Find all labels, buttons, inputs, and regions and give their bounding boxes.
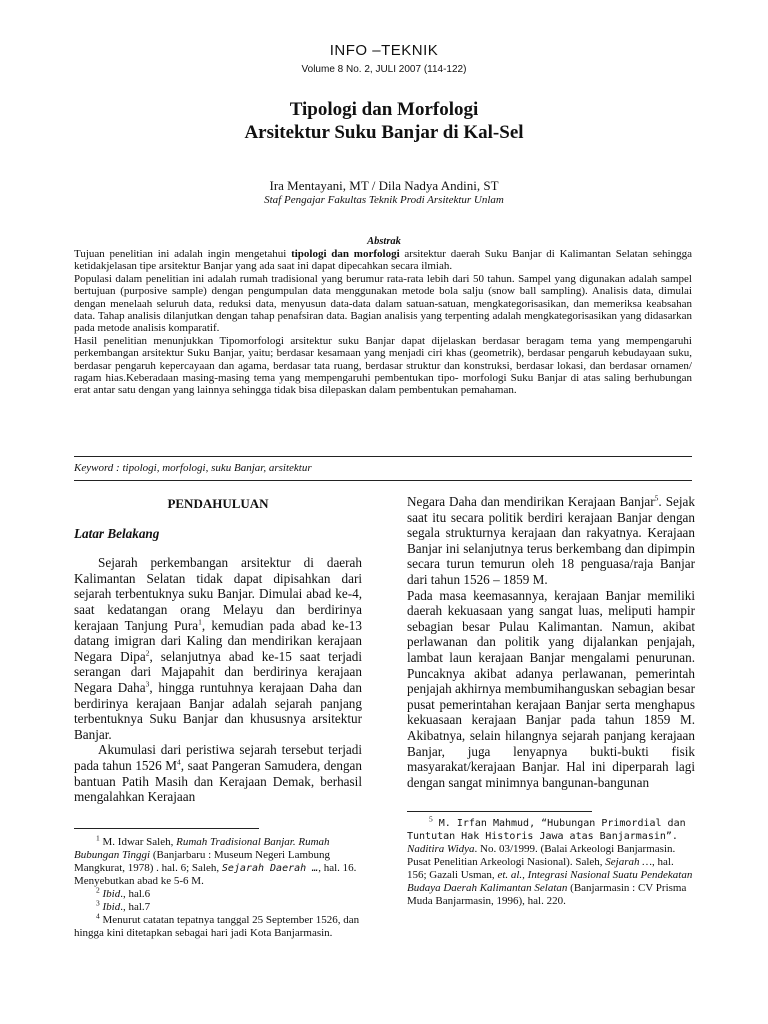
footnote-italic: Sejarah Daerah … <box>221 863 319 874</box>
body-paragraph <box>74 555 362 742</box>
footnote-italic: Ibid <box>102 888 121 900</box>
footnote-number: 3 <box>96 898 100 908</box>
footnote-number: 2 <box>96 885 100 895</box>
subsection-heading: Latar Belakang <box>74 525 160 541</box>
abstract-paragraph-3: Hasil penelitian menunjukkan Tipomorfologi arsitektur suku Banjar dapat dijelaskan berdasar beragam tema yang mempengaruhi perkembangan arsitektur Suku Banjar, yaitu; berdasar kesamaan yang menjadi ciri khas (geometrik), berdasar pengaruh kebudayaan suku, berdasar pengaruh kepercayaan dan agama, berdasar tata ruang, berdasar struktur dan konstruksi, berdasar lokasi, dan berdasar ornamen/ ragam hias.Keberadaan masing-masing tema yang mempengaruhi pembentukan tipo- morfologi Suku Banjar di atas saling berhubungan erat antar satu dengan yang lainnya sehingga tidak bisa dilepaskan dalam pembentukan pemahaman. <box>74 334 692 397</box>
paper-title <box>0 98 768 144</box>
abstract-text: Tujuan penelitian ini adalah ingin mengetahui <box>74 248 292 260</box>
footnote-rule-left <box>74 828 259 829</box>
keyword-top-rule <box>74 456 692 457</box>
body-text: , saat Pangeran Samudera, dengan bantuan Patih Masih dan Kerajaan Demak, berhasil mengalahkan Kerajaan <box>74 757 362 805</box>
footnote-ref: 5 <box>654 493 659 503</box>
footnote-text: , hal. 156; Gazali Usman, <box>407 856 674 881</box>
footnote-italic: et. al., Integrasi Nasional Suatu Pendekatan Budaya Daerah Kalimantan Selatan <box>407 869 693 894</box>
footnote-italic: Naditira Widya <box>407 843 475 855</box>
abstract-body <box>74 248 692 397</box>
section-heading: PENDAHULUAN <box>167 496 269 511</box>
right-column <box>407 494 695 790</box>
footnote-1 <box>74 833 362 888</box>
footnote-rule-right <box>407 811 592 812</box>
footnote-ref: 3 <box>145 679 150 689</box>
abstract-heading: Abstrak <box>367 236 401 247</box>
abstract-paragraph-2: Populasi dalam penelitian ini adalah rumah tradisional yang berumur rata-rata lebih dari 50 tahun. Sampel yang digunakan adalah sampel bertujuan (purposive sample) dengan pengumpulan data menggunakan metode bola salju (snow ball sampling). Analisis data, dimulai dengan menelaah seluruh data, reduksi data, menyusun data-data dalam satuan-satuan, mengkategorisasikan, dan memeriksa keabsahan data. Tahap analisis dilanjutkan dengan tahap penafsiran data. Bagian analisis yang terpenting adalah mengkategorisasikan yang didasarkan pada metode analisis komparatif. <box>74 272 692 335</box>
abstract-bold-text: tipologi dan morfologi <box>291 248 400 260</box>
footnotes-left <box>74 833 362 940</box>
body-text: Akumulasi dari peristiwa sejarah tersebut terjadi pada tahun 1526 M <box>74 742 362 773</box>
footnote-italic: Ibid <box>102 901 121 913</box>
affiliation: Staf Pengajar Fakultas Teknik Prodi Arsitektur Unlam <box>264 194 504 206</box>
journal-volume: Volume 8 No. 2, JULI 2007 (114-122) <box>301 64 467 75</box>
footnote-text: ., hal.6 <box>120 888 151 900</box>
footnote-2 <box>74 885 362 901</box>
abstract-text: arsitektur daerah Suku Banjar di Kalimantan Selatan sehingga ketidakjelasan tipe arsitektur Banjar yang ada saat ini dapat dipecahkan secara ilmiah. <box>74 248 692 273</box>
footnote-italic: Sejarah … <box>605 856 653 868</box>
abstract-paragraph-1 <box>74 248 692 273</box>
title-line-2: Arsitektur Suku Banjar di Kal-Sel <box>244 122 524 143</box>
body-text: Sejarah perkembangan arsitektur di daerah Kalimantan Selatan tidak dapat dipisahkan dari sejarah terbentuknya suku Banjar. Dimulai abad ke-4, saat kedatangan orang Melayu dan berdirinya kerajaan Tanjung Pura <box>74 555 362 633</box>
footnote-italic: Rumah Tradisional Banjar. Rumah Bubungan Tinggi <box>74 836 330 861</box>
body-text: Negara Daha dan mendirikan Kerajaan Banjar <box>407 494 655 509</box>
footnote-number: 5 <box>429 814 433 824</box>
footnote-3 <box>74 898 362 914</box>
footnote-5 <box>407 814 695 908</box>
body-text: , selanjutnya abad ke-15 saat terjadi serangan dari Majapahit dan berdirinya kerajaan Negara Daha <box>74 648 362 695</box>
footnote-text: M. Idwar Saleh, <box>99 836 177 848</box>
footnote-text: (Banjarbaru : Museum Negeri Lambung Mangkurat, 1978) . hal. 6; Saleh, <box>74 849 331 874</box>
body-text: , kemudian pada abad ke-13 datang imigran dari Kaling dan mendirikan kerajaan Negara Dipa <box>74 617 362 664</box>
footnote-number: 4 <box>96 911 100 921</box>
body-paragraph: Pada masa keemasannya, kerajaan Banjar memiliki daerah kekuasaan yang sangat luas, meliputi hampir sebagian besar Pulau Kalimantan. Namun, akibat perlawanan dan politik yang dijalankan penjajah, lambat laun kerajaan Banjar mengalami penurunan. Puncaknya akibat adanya perlawanan, pemerintah penjajah akhirnya membumihanguskan sebagian besar pusat pemerintahan kerajaan Banjar serta menghapus kekuasaan kerajaan Banjar pada tahun 1859 M. Akibatnya, selain hilangnya sejarah panjang kerajaan Banjar, juga lenyapnya bukti-bukti fisik masyarakat/kerajaan Banjar. Hal ini diperparah lagi dengan sangat minimnya bangunan-bangunan <box>407 587 695 790</box>
footnote-ref: 1 <box>198 617 202 627</box>
body-paragraph <box>407 494 695 588</box>
footnote-text: ., hal.7 <box>120 901 151 913</box>
footnote-text: (Banjarmasin : CV Prisma Muda Banjarmasin, 1996), hal. 220. <box>407 882 687 907</box>
footnote-text: , hal. 16. Menyebutkan abad ke 5-6 M. <box>74 862 357 887</box>
body-text: , hingga runtuhnya kerajaan Daha dan berdirinya kerajaan Banjar adalah sejarah panjang terbentuknya Suku Banjar dan khususnya arsitektur Banjar. <box>74 679 362 742</box>
footnote-text: . No. 03/1999. (Balai Arkeologi Banjarmasin. Pusat Penelitian Arkeologi Nasional). Saleh, <box>407 843 676 868</box>
footnote-text: M. Irfan Mahmud, “Hubungan Primordial dan Tuntutan Hak Historis Jawa atas Banjarmasin”. <box>407 818 686 842</box>
body-text: . Sejak saat itu secara politik berdiri kerajaan Banjar dengan segala strukturnya kerajaan dan rakyatnya. Kerajaan Banjar ini selanjutnya terus berkembang dan dipimpin secara turun temurun oleh 18 penguasa/raja Banjar dari tahun 1526 – 1859 M. <box>407 494 695 587</box>
footnotes-right <box>407 814 695 908</box>
footnote-number: 1 <box>96 833 100 843</box>
keywords: Keyword : tipologi, morfologi, suku Banjar, arsitektur <box>74 462 312 474</box>
keyword-bottom-rule <box>74 480 692 481</box>
body-paragraph <box>74 742 362 804</box>
left-column <box>74 496 362 805</box>
footnote-ref: 2 <box>145 648 150 658</box>
authors: Ira Mentayani, MT / Dila Nadya Andini, ST <box>269 178 499 193</box>
footnote-4 <box>74 911 362 940</box>
journal-name: INFO –TEKNIK <box>329 42 439 59</box>
title-line-1: Tipologi dan Morfologi <box>289 99 479 120</box>
footnote-text: Menurut catatan tepatnya tanggal 25 September 1526, dan hingga kini ditetapkan sebagai hari jadi Kota Banjarmasin. <box>74 914 360 939</box>
footnote-ref: 4 <box>177 757 181 767</box>
